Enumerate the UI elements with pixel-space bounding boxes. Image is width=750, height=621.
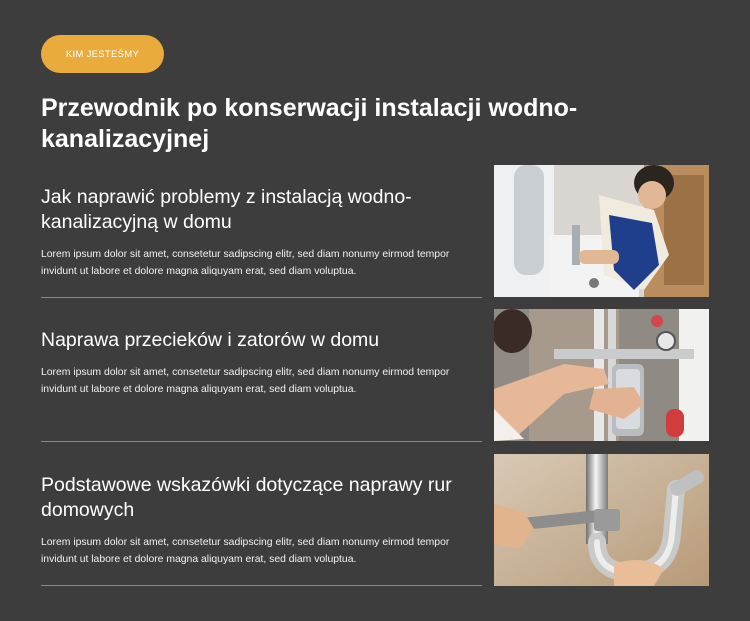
article-excerpt: Lorem ipsum dolor sit amet, consetetur sadipscing elitr, sed diam nonumy eirmod tempor invidunt ut labore et dolore magna aliquyam erat, sed diam voluptua. (41, 537, 450, 565)
water-filter-pipes-photo (494, 309, 709, 441)
article-title[interactable]: Naprawa przecieków i zatorów w domu (41, 329, 380, 351)
divider (41, 297, 482, 298)
wrench-on-trap-pipe-photo (494, 454, 709, 586)
plumber-under-sink-photo (494, 165, 709, 297)
divider (41, 585, 482, 586)
article-excerpt: Lorem ipsum dolor sit amet, consetetur sadipscing elitr, sed diam nonumy eirmod tempor invidunt ut labore et dolore magna aliquyam erat, sed diam voluptua. (41, 249, 450, 277)
who-we-are-button[interactable] (41, 35, 164, 73)
divider (41, 441, 482, 442)
article-title[interactable]: Jak naprawić problemy z instalacją wodno-kanalizacyjną w domu (41, 186, 412, 233)
page-title: Przewodnik po konserwacji instalacji wodno-kanalizacyjnej (41, 94, 578, 153)
article-excerpt: Lorem ipsum dolor sit amet, consetetur sadipscing elitr, sed diam nonumy eirmod tempor invidunt ut labore et dolore magna aliquyam erat, sed diam voluptua. (41, 367, 450, 395)
article-title[interactable]: Podstawowe wskazówki dotyczące naprawy rur domowych (41, 474, 452, 521)
who-we-are-label: KIM JESTEŚMY (65, 48, 140, 60)
